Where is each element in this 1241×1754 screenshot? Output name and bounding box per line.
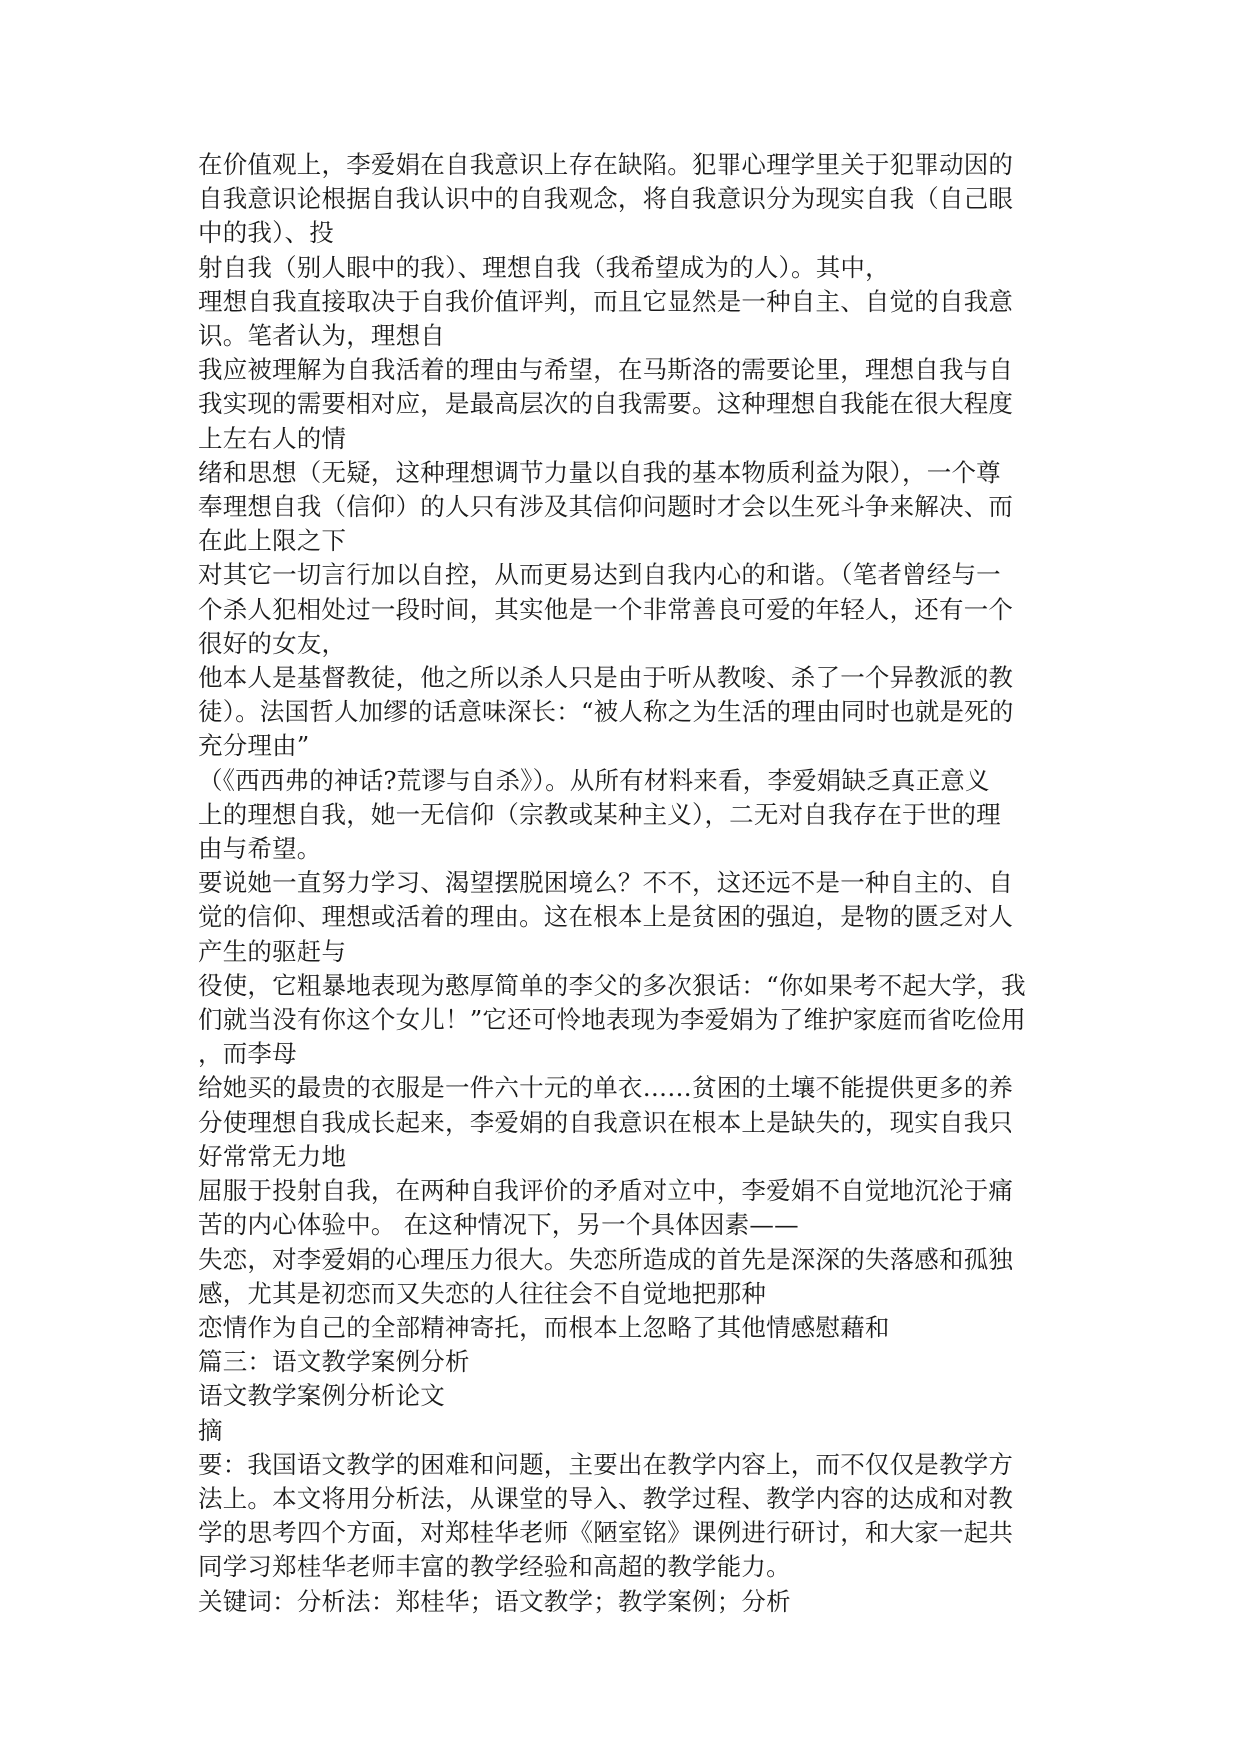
document-body [198, 148, 1038, 1619]
text-line: 自我意识论根据自我认识中的自我观念，将自我意识分为现实自我（自己眼 [198, 184, 1014, 214]
abstract-text: 要：我国语文教学的困难和问题，主要出在教学内容上，而不仅仅是教学方 [198, 1449, 1014, 1479]
text-line: 好常常无力地 [198, 1141, 347, 1171]
text-line: 充分理由” [198, 731, 310, 761]
text-line: ，而李母 [198, 1039, 297, 1069]
text-line: 中的我）、投 [198, 218, 334, 248]
text-line: 屈服于投射自我，在两种自我评价的矛盾对立中，李爱娟不自觉地沉沦于痛 [198, 1176, 1014, 1206]
text-line: 觉的信仰、理想或活着的理由。这在根本上是贫困的强迫，是物的匮乏对人 [198, 902, 1014, 932]
text-line: 个杀人犯相处过一段时间，其实他是一个非常善良可爱的年轻人，还有一个 [198, 594, 1014, 624]
text-line: 识。笔者认为，理想自 [198, 321, 445, 351]
text-line: 很好的女友， [198, 628, 347, 658]
text-line: 苦的内心体验中。 在这种情况下，另一个具体因素—— [198, 1210, 799, 1240]
text-line: 由与希望。 [198, 834, 322, 864]
text-line: 奉理想自我（信仰）的人只有涉及其信仰问题时才会以生死斗争来解决、而 [198, 492, 1014, 522]
text-line: 给她买的最贵的衣服是一件六十元的单衣……贫困的土壤不能提供更多的养 [198, 1073, 1014, 1103]
text-line: 要说她一直努力学习、渴望摆脱困境么？不不，这还远不是一种自主的、自 [198, 868, 1014, 898]
text-line: 分使理想自我成长起来，李爱娟的自我意识在根本上是缺失的，现实自我只 [198, 1107, 1014, 1137]
text-line: 徒）。法国哲人加缪的话意味深长：“被人称之为生活的理由同时也就是死的 [198, 697, 1014, 727]
keywords-line: 关键词：分析法：郑桂华；语文教学；教学案例；分析 [198, 1586, 791, 1616]
text-line: 在价值观上，李爱娟在自我意识上存在缺陷。犯罪心理学里关于犯罪动因的 [198, 150, 1014, 179]
article-title: 语文教学案例分析论文 [198, 1381, 445, 1411]
text-line: 我应被理解为自我活着的理由与希望，在马斯洛的需要论里，理想自我与自 [198, 355, 1014, 385]
text-line: 在此上限之下 [198, 526, 347, 556]
section-heading: 篇三：语文教学案例分析 [198, 1347, 470, 1377]
text-line: 感，尤其是初恋而又失恋的人往往会不自觉地把那种 [198, 1278, 767, 1308]
text-line: 绪和思想（无疑，这种理想调节力量以自我的基本物质利益为限），一个尊 [198, 457, 1001, 487]
text-line: 我实现的需要相对应，是最高层次的自我需要。这种理想自我能在很大程度 [198, 389, 1014, 419]
text-line: 役使，它粗暴地表现为憨厚简单的李父的多次狠话：“你如果考不起大学，我 [198, 970, 1026, 1000]
text-line: 上的理想自我，她一无信仰（宗教或某种主义），二无对自我存在于世的理 [198, 799, 1001, 829]
text-line: 上左右人的情 [198, 423, 347, 453]
text-line: 产生的驱赶与 [198, 936, 347, 966]
abstract-text: 学的思考四个方面，对郑桂华老师《陋室铭》课例进行研讨，和大家一起共 [198, 1518, 1014, 1548]
text-line: 失恋，对李爱娟的心理压力很大。失恋所造成的首先是深深的失落感和孤独 [198, 1244, 1014, 1274]
text-line: 对其它一切言行加以自控，从而更易达到自我内心的和谐。（笔者曾经与一 [198, 560, 1001, 590]
text-line: 们就当没有你这个女儿！”它还可怜地表现为李爱娟为了维护家庭而省吃俭用 [198, 1005, 1026, 1035]
abstract-text: 法上。本文将用分析法，从课堂的导入、教学过程、教学内容的达成和对教 [198, 1483, 1014, 1513]
text-line: 他本人是基督教徒，他之所以杀人只是由于听从教唆、杀了一个异教派的教 [198, 663, 1014, 693]
text-line: 恋情作为自己的全部精神寄托，而根本上忽略了其他情感慰藉和 [198, 1312, 890, 1342]
abstract-text: 同学习郑桂华老师丰富的教学经验和高超的教学能力。 [198, 1552, 791, 1582]
text-line: （《西西弗的神话?荒谬与自杀》）。从所有材料来看，李爱娟缺乏真正意义 [198, 765, 990, 795]
abstract-label: 摘 [198, 1415, 223, 1445]
text-line: 射自我（别人眼中的我）、理想自我（我希望成为的人）。其中， [198, 252, 890, 282]
text-line: 理想自我直接取决于自我价值评判，而且它显然是一种自主、自觉的自我意 [198, 286, 1014, 316]
